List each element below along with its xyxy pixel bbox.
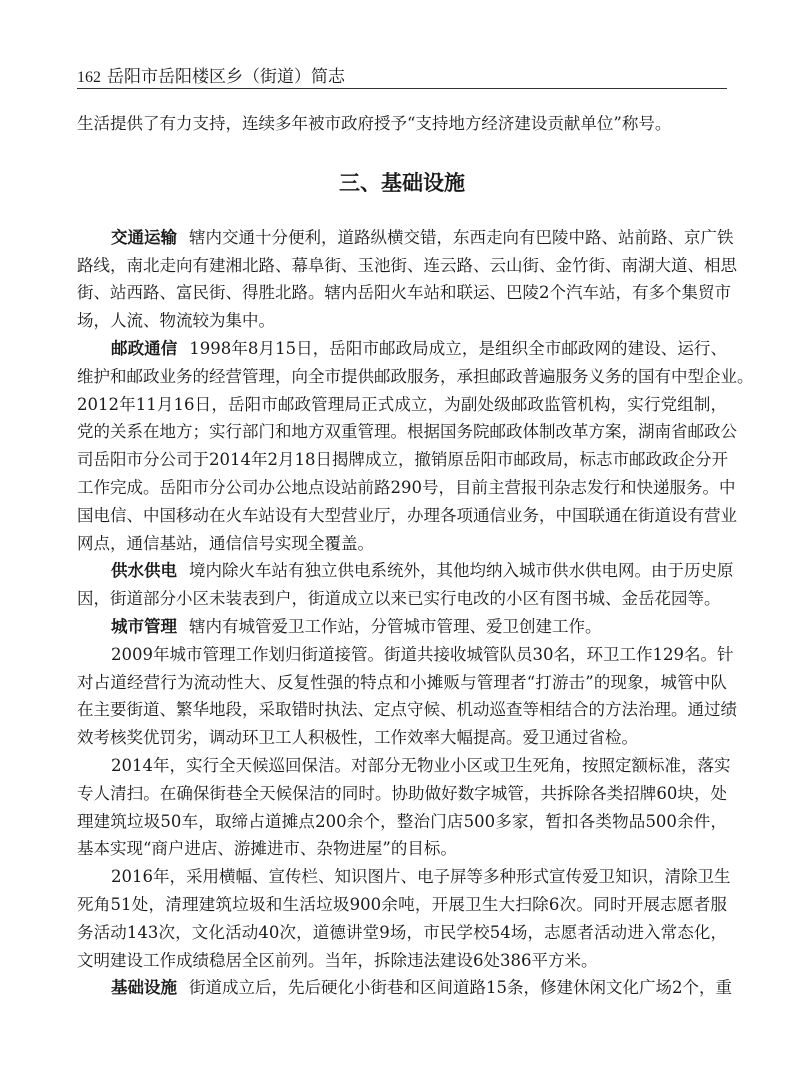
line-text: 司岳阳市分公司于2014年2月18日揭牌成立，撤销原岳阳市邮政局，标志市邮政政企分开 — [77, 450, 728, 470]
paragraph-lead-term: 城市管理 — [111, 616, 177, 636]
line-text: 2016年，采用横幅、宣传栏、知识图片、电子屏等多种形式宣传爱卫知识，清除卫生 — [111, 867, 731, 887]
paragraph-lead-term: 交通运输 — [111, 227, 177, 247]
paragraph — [77, 974, 732, 1002]
line-text: 街道成立后，先后硬化小街巷和区间道路15条，修建休闲文化广场2个，重 — [189, 978, 732, 998]
line-text: 效考核奖优罚劣，调动环卫工人积极性，工作效率大幅提高。爱卫通过省检。 — [77, 728, 638, 748]
paragraph-line — [77, 446, 727, 474]
running-header — [77, 62, 727, 89]
section-heading: 三、基础设施 — [339, 170, 465, 195]
paragraph-line — [77, 919, 727, 947]
book-title: 岳阳市岳阳楼区乡（街道）简志 — [107, 67, 345, 87]
paragraph-line — [77, 780, 727, 808]
paragraph-line — [77, 557, 734, 585]
line-text: 境内除火车站有独立供电系统外，其他均纳入城市供水供电网。由于历史原 — [189, 561, 734, 581]
paragraph-line — [77, 530, 727, 558]
line-text: 2014年，实行全天候巡回保洁。对部分无物业小区或卫生死角，按照定额标准，落实 — [111, 755, 731, 775]
paragraph — [77, 752, 731, 863]
paragraph-line — [77, 863, 731, 891]
paragraph-line — [77, 391, 727, 419]
paragraph-line — [77, 279, 731, 307]
paragraph-line — [77, 974, 732, 1002]
line-text: 基本实现“商户进店、游摊进市、杂物进屋”的目标。 — [77, 839, 457, 859]
paragraph-line — [77, 752, 731, 780]
line-text: 辖内有城管爱卫工作站，分管城市管理、爱卫创建工作。 — [189, 616, 602, 636]
page-body — [77, 110, 754, 1002]
paragraph-line — [77, 363, 754, 391]
line-text: 街、站西路、富民街、得胜北路。辖内岳阳火车站和联运、巴陵2个汽车站，有多个集贸市 — [77, 283, 731, 303]
line-text: 场，人流、物流较为集中。 — [77, 311, 275, 331]
page-number: 162 — [77, 69, 101, 86]
line-text: 党的关系在地方；实行部门和地方双重管理。根据国务院邮政体制改革方案，湖南省邮政公 — [77, 422, 737, 442]
line-text: 1998年8月15日，岳阳市邮政局成立，是组织全市邮政网的建设、运行、 — [189, 338, 727, 358]
paragraph-line — [77, 947, 727, 975]
paragraph-line — [77, 474, 736, 502]
line-text: 理建筑垃圾50车，取缔占道摊点200余个，整治门店500多家，暂扣各类物品500余件， — [77, 811, 727, 831]
line-text: 2012年11月16日，岳阳市邮政管理局正式成立，为副处级邮政监管机构，实行党组制， — [77, 394, 727, 414]
paragraph — [77, 641, 737, 752]
line-text: 工作完成。岳阳市分公司办公地点设站前路290号，目前主营报刊杂志发行和快递服务。中 — [77, 477, 736, 497]
paragraph-line — [77, 252, 737, 280]
line-text: 务活动143次，文化活动40次，道德讲堂9场，市民学校54场，志愿者活动进入常态化， — [77, 922, 727, 942]
paragraph-line — [77, 224, 734, 252]
line-text: 辖内交通十分便利，道路纵横交错，东西走向有巴陵中路、站前路、京广铁 — [189, 227, 734, 247]
line-text: 对占道经营行为流动性大、反复性强的特点和小摊贩与管理者“打游击”的现象，城管中队 — [77, 672, 727, 692]
paragraph — [77, 224, 737, 335]
paragraph-line — [77, 335, 727, 363]
paragraph-line — [77, 641, 734, 669]
paragraph — [77, 863, 731, 974]
paragraph-line — [77, 307, 727, 335]
line-text: 因，街道部分小区未装表到户，街道成立以来已实行电改的小区有图书城、金岳花园等。 — [77, 589, 721, 609]
line-text: 维护和邮政业务的经营管理，向全市提供邮政服务，承担邮政普遍服务义务的国有中型企业。 — [77, 366, 754, 386]
line-text: 专人清扫。在确保街巷全天候保洁的同时。协助做好数字城管，共拆除各类招牌60块，处 — [77, 783, 727, 803]
intro-line: 生活提供了有力支持，连续多年被市政府授予“支持地方经济建设贡献单位”称号。 — [77, 114, 672, 133]
paragraph-lead-term: 基础设施 — [111, 978, 177, 998]
line-text: 2009年城市管理工作划归街道接管。街道共接收城管队员30名，环卫工作129名。针 — [111, 644, 734, 664]
paragraph-lead-term: 邮政通信 — [111, 338, 178, 358]
paragraph-line — [77, 808, 727, 836]
paragraph-line — [77, 613, 727, 641]
paragraph-line — [77, 585, 727, 613]
paragraph-line — [77, 724, 727, 752]
line-text: 文明建设工作成绩稳居全区前列。当年，拆除违法建设6处386平方米。 — [77, 950, 598, 970]
line-text: 网点，通信基站，通信信号实现全覆盖。 — [77, 533, 374, 553]
line-text: 国电信、中国移动在火车站设有大型营业厅，办理各项通信业务，中国联通在街道设有营业 — [77, 505, 737, 525]
line-text: 死角51处，清理建筑垃圾和生活垃圾900余吨，开展卫生大扫除6次。同时开展志愿者服 — [77, 894, 727, 914]
paragraph-line — [77, 835, 727, 863]
paragraph-line — [77, 418, 737, 446]
paragraph-line — [77, 891, 727, 919]
paragraph — [77, 335, 754, 557]
paragraph — [77, 557, 734, 613]
line-text: 在主要街道、繁华地段，采取错时执法、定点守候、机动巡查等相结合的方法治理。通过绩 — [77, 700, 737, 720]
line-text: 路线，南北走向有建湘北路、幕阜街、玉池街、连云路、云山街、金竹街、南湖大道、相思 — [77, 255, 737, 275]
paragraph-line — [77, 502, 737, 530]
paragraph-line — [77, 696, 737, 724]
paragraphs — [77, 224, 754, 1002]
paragraph — [77, 613, 727, 641]
paragraph-lead-term: 供水供电 — [111, 561, 177, 581]
paragraph-line — [77, 669, 727, 697]
